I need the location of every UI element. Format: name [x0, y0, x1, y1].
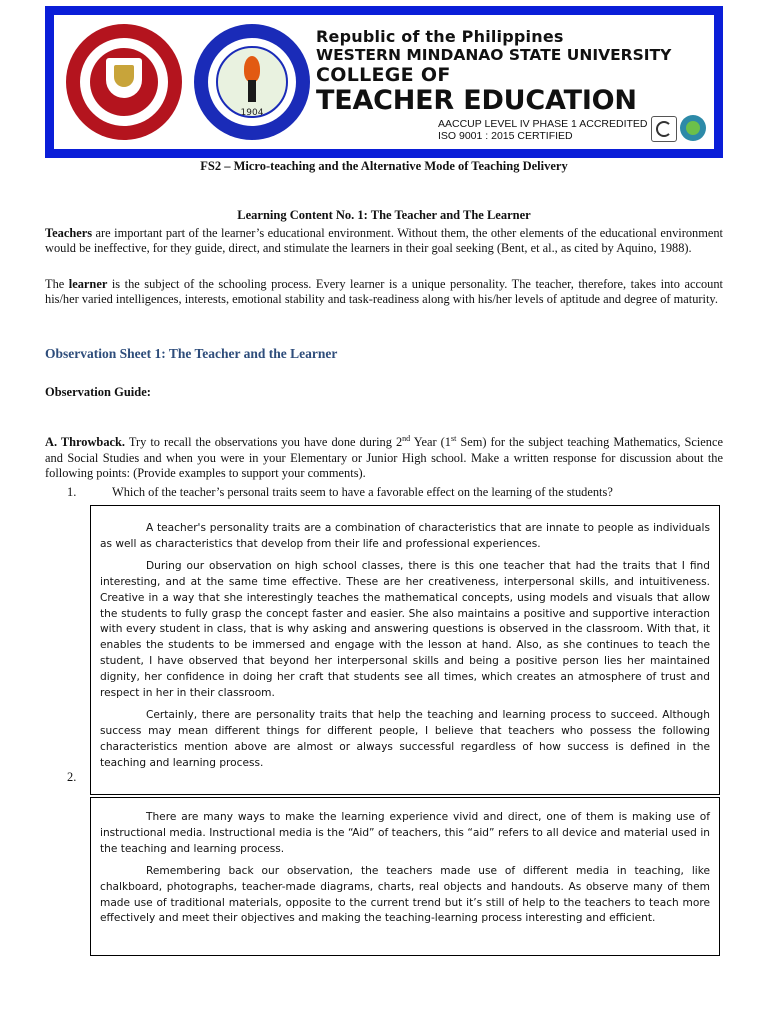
answer-1-paragraph: During our observation on high school classes, there is this one teacher that had the traits that I find interesting, and at the same time effective. These are her creativeness, interpersonal skills, and intuitiveness. Creative in a way that she interestingly teaches the mathematical concepts, using models and visuals that allow the students to fully grasp the concept faster and easier. She also maintains a positive and supportive interaction with every student in class, that is why asking and answering questions is observed in the classroom. With that, it enables the students to be immersed and engage with the lesson at hand. Also, as she continues to teach the student, I have observed that beyond her interpersonal skills and being a positive person lies her maintained dignity, her confidence in doing her craft that students see all times, which creates an atmosphere of trust and respect in her in their classroom.: [100, 559, 710, 700]
learning-content-title: Learning Content No. 1: The Teacher and The Learner: [237, 208, 531, 222]
answer-1-paragraph: A teacher's personality traits are a combination of characteristics that are innate to people as individuals as well as characteristics that develop from their life and professional experiences.: [100, 522, 710, 550]
teachers-term: Teachers: [45, 226, 93, 240]
header-banner: [45, 6, 723, 158]
ordinal-st: st: [450, 434, 457, 443]
throwback-text-3: Sem) for the subject teaching Mathematics, Science and Social Studies and when you were in your Elementary or Junior High school. Make a written response for discussion about the following points: (Provide examples to support your comments).: [45, 435, 723, 480]
observation-sheet-heading: Observation Sheet 1: The Teacher and the Learner: [45, 346, 338, 361]
wmsu-seal-logo: [66, 24, 182, 140]
answer-2-paragraph: There are many ways to make the learning experience vivid and direct, one of them is making use of instructional media. Instructional media is the “Aid” of teachers, this “aid” refers to all device and material used in the teaching and learning process.: [100, 811, 710, 855]
cte-seal-logo: [194, 24, 310, 140]
department-title: TEACHER EDUCATION: [316, 84, 637, 116]
learner-term: learner: [68, 277, 108, 291]
question-2-number: 2.: [67, 770, 77, 784]
answer-1-box: [90, 505, 720, 795]
document-title: FS2 – Micro-teaching and the Alternative Mode of Teaching Delivery: [200, 159, 568, 173]
ordinal-nd: nd: [402, 434, 411, 443]
answer-1-paragraph: Certainly, there are personality traits that help the teaching and learning process to succeed. Although success may mean different things for different people, I believe that teachers who possess the following characteristics mention above are almost or always successful regardless of how success is defined in the teaching and learning process.: [100, 708, 710, 769]
accreditation-text: [438, 118, 648, 142]
throwback-label: A. Throwback.: [45, 435, 126, 450]
college-title: COLLEGE OF: [316, 63, 451, 86]
accreditation-badge-icon: [680, 115, 706, 141]
teachers-description: are important part of the learner’s educational environment. Without them, the other elements of the educational environment would be ineffective, for they guide, direct, and stimulate the learners in their goal seeking (Bent, et al., as cited by Aquino, 1988).: [45, 226, 723, 256]
header-titles: [316, 29, 716, 114]
iso-line: ISO 9001 : 2015 CERTIFIED: [438, 130, 573, 142]
republic-title: Republic of the Philippines: [316, 27, 564, 46]
learner-description: is the subject of the schooling process. Every learner is a unique personality. The teacher, therefore, takes into account his/her varied intelligences, interests, emotional stability and task-readiness along with his/her levels of aptitude and degree of maturity.: [45, 277, 723, 307]
university-title: WESTERN MINDANAO STATE UNIVERSITY: [316, 46, 672, 64]
answer-2-paragraph: Remembering back our observation, the teachers made use of different media in teaching, like chalkboard, photographs, teacher-made diagrams, charts, real objects and handouts. As observe many of them made use of traditional materials, opposite to the current trend but it’s still of help to the teachers to teach more effectively and meet their objectives and making the teaching-learning process interesting and efficient.: [100, 864, 710, 925]
throwback-text-1: Try to recall the observations you have done during 2: [125, 435, 403, 450]
iso-badge-icon: [651, 116, 677, 142]
throwback-text-2: Year (1: [410, 435, 451, 450]
seal-year: 1904: [240, 108, 264, 118]
question-1-number: 1.: [67, 485, 77, 499]
answer-2-box: [90, 797, 720, 956]
learner-intro: The: [45, 277, 69, 291]
learner-paragraph: [45, 277, 723, 308]
throwback-paragraph: [45, 431, 723, 481]
question-1-text: Which of the teacher’s personal traits seem to have a favorable effect on the learning of the students?: [112, 485, 613, 499]
header-inner: [54, 15, 714, 149]
accreditation-line: AACCUP LEVEL IV PHASE 1 ACCREDITED: [438, 118, 648, 130]
teachers-paragraph: [45, 226, 723, 257]
observation-guide-heading: Observation Guide:: [45, 385, 151, 399]
